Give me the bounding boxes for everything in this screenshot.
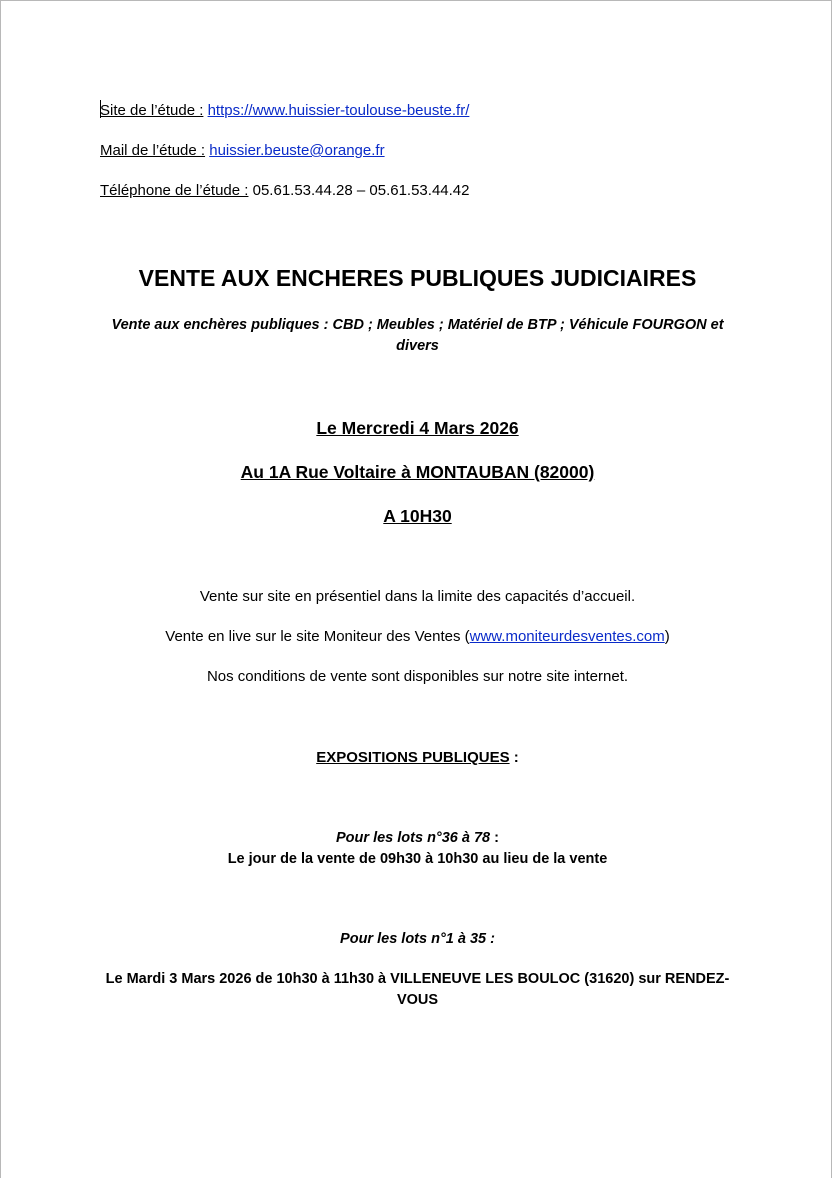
conditions-info: Nos conditions de vente sont disponibles sur notre site internet. xyxy=(206,668,629,685)
page-subtitle: Vente aux enchères publiques : CBD ; Meubles ; Matériel de BTP ; Véhicule FOURGON et divers xyxy=(111,317,724,354)
lots-b-label: Pour les lots n°1 à 35 : xyxy=(340,931,495,947)
lots-a-label xyxy=(1,828,833,849)
moniteur-link[interactable]: www.moniteurdesventes.com xyxy=(469,628,665,645)
lots-a-label-suffix: : xyxy=(490,830,499,846)
event-date-text: Le Mercredi 4 Mars 2026 xyxy=(316,418,519,438)
mail-link[interactable]: huissier.beuste@orange.fr xyxy=(209,142,385,159)
event-address-text: Au 1A Rue Voltaire à MONTAUBAN (82000) xyxy=(240,462,595,482)
phone-line xyxy=(100,181,469,201)
site-link[interactable]: https://www.huissier-toulouse-beuste.fr/ xyxy=(207,102,470,119)
site-label: Site de l’étude : xyxy=(100,102,204,119)
live-info xyxy=(1,627,833,647)
page-title: VENTE AUX ENCHERES PUBLIQUES JUDICIAIRES xyxy=(138,265,697,291)
expositions-heading-text: EXPOSITIONS PUBLIQUES xyxy=(316,749,510,766)
expositions-heading-suffix: : xyxy=(509,749,519,766)
mail-label: Mail de l’étude : xyxy=(100,142,206,159)
onsite-info: Vente sur site en présentiel dans la limite des capacités d’accueil. xyxy=(199,588,636,605)
live-prefix: Vente en live sur le site Moniteur des Ventes ( xyxy=(165,628,470,645)
lots-b-detail: Le Mardi 3 Mars 2026 de 10h30 à 11h30 à VILLENEUVE LES BOULOC (31620) sur RENDEZ-VOUS xyxy=(105,971,730,1008)
expositions-heading xyxy=(1,748,833,768)
site-line xyxy=(100,100,469,121)
event-time-text: A 10H30 xyxy=(383,506,452,526)
phone-label: Téléphone de l’étude : xyxy=(100,182,249,199)
lots-a-label-text: Pour les lots n°36 à 78 xyxy=(336,830,491,846)
lots-a-detail: Le jour de la vente de 09h30 à 10h30 au lieu de la vente xyxy=(227,851,608,867)
event-address xyxy=(1,460,833,484)
live-suffix: ) xyxy=(664,628,670,645)
event-time xyxy=(1,504,833,528)
event-date xyxy=(1,416,833,440)
mail-line xyxy=(100,141,385,161)
phone-value: 05.61.53.44.28 – 05.61.53.44.42 xyxy=(248,182,470,199)
